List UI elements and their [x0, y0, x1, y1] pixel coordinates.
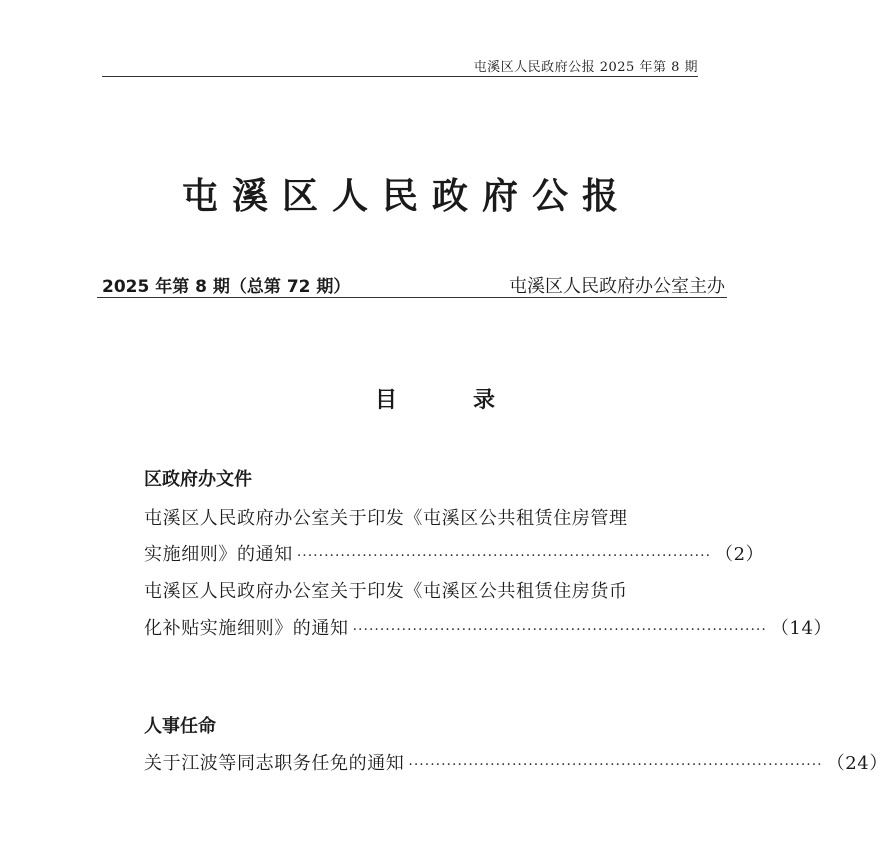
toc-entry-1-line-1[interactable] — [144, 504, 684, 530]
page-reference[interactable]: （24） — [826, 753, 888, 774]
dot-leader: ············································································ — [296, 548, 712, 564]
dot-leader: ············································································ — [352, 622, 767, 638]
page-reference[interactable]: （14） — [770, 618, 833, 639]
running-header: 屯溪区人民政府公报 2025 年第 8 期 — [473, 60, 698, 75]
toc-entry-3[interactable] — [144, 749, 888, 775]
toc-entry-2-line-2[interactable] — [144, 614, 833, 640]
issue-line — [102, 272, 725, 298]
publisher: 屯溪区人民政府办公室主办 — [509, 276, 725, 297]
toc-heading-right: 录 — [472, 388, 495, 413]
issue-rule — [97, 297, 727, 298]
toc-entry-text[interactable]: 屯溪区人民政府办公室关于印发《屯溪区公共租赁住房货币 — [144, 581, 628, 602]
toc-heading-left: 目 — [375, 388, 398, 413]
toc-entry-text[interactable]: 关于江波等同志职务任免的通知 — [144, 753, 405, 774]
issue-number: 2025 年第 8 期（总第 72 期） — [102, 277, 351, 297]
page-reference[interactable]: （2） — [715, 544, 765, 565]
toc-entry-text[interactable]: 屯溪区人民政府办公室关于印发《屯溪区公共租赁住房管理 — [144, 508, 628, 529]
toc-entry-text[interactable]: 化补贴实施细则》的通知 — [144, 618, 349, 639]
toc-entry-2-line-1[interactable] — [144, 577, 684, 603]
dot-leader: ············································································ — [408, 757, 823, 773]
header-rule — [102, 76, 698, 77]
toc-entry-text[interactable]: 实施细则》的通知 — [144, 544, 293, 565]
toc-entry-1-line-2[interactable] — [144, 540, 765, 566]
toc-heading — [375, 383, 495, 414]
page-title: 屯溪区人民政府公报 — [181, 176, 632, 217]
section-heading-personnel: 人事任命 — [144, 716, 216, 737]
section-heading-office-documents: 区政府办文件 — [144, 469, 252, 490]
